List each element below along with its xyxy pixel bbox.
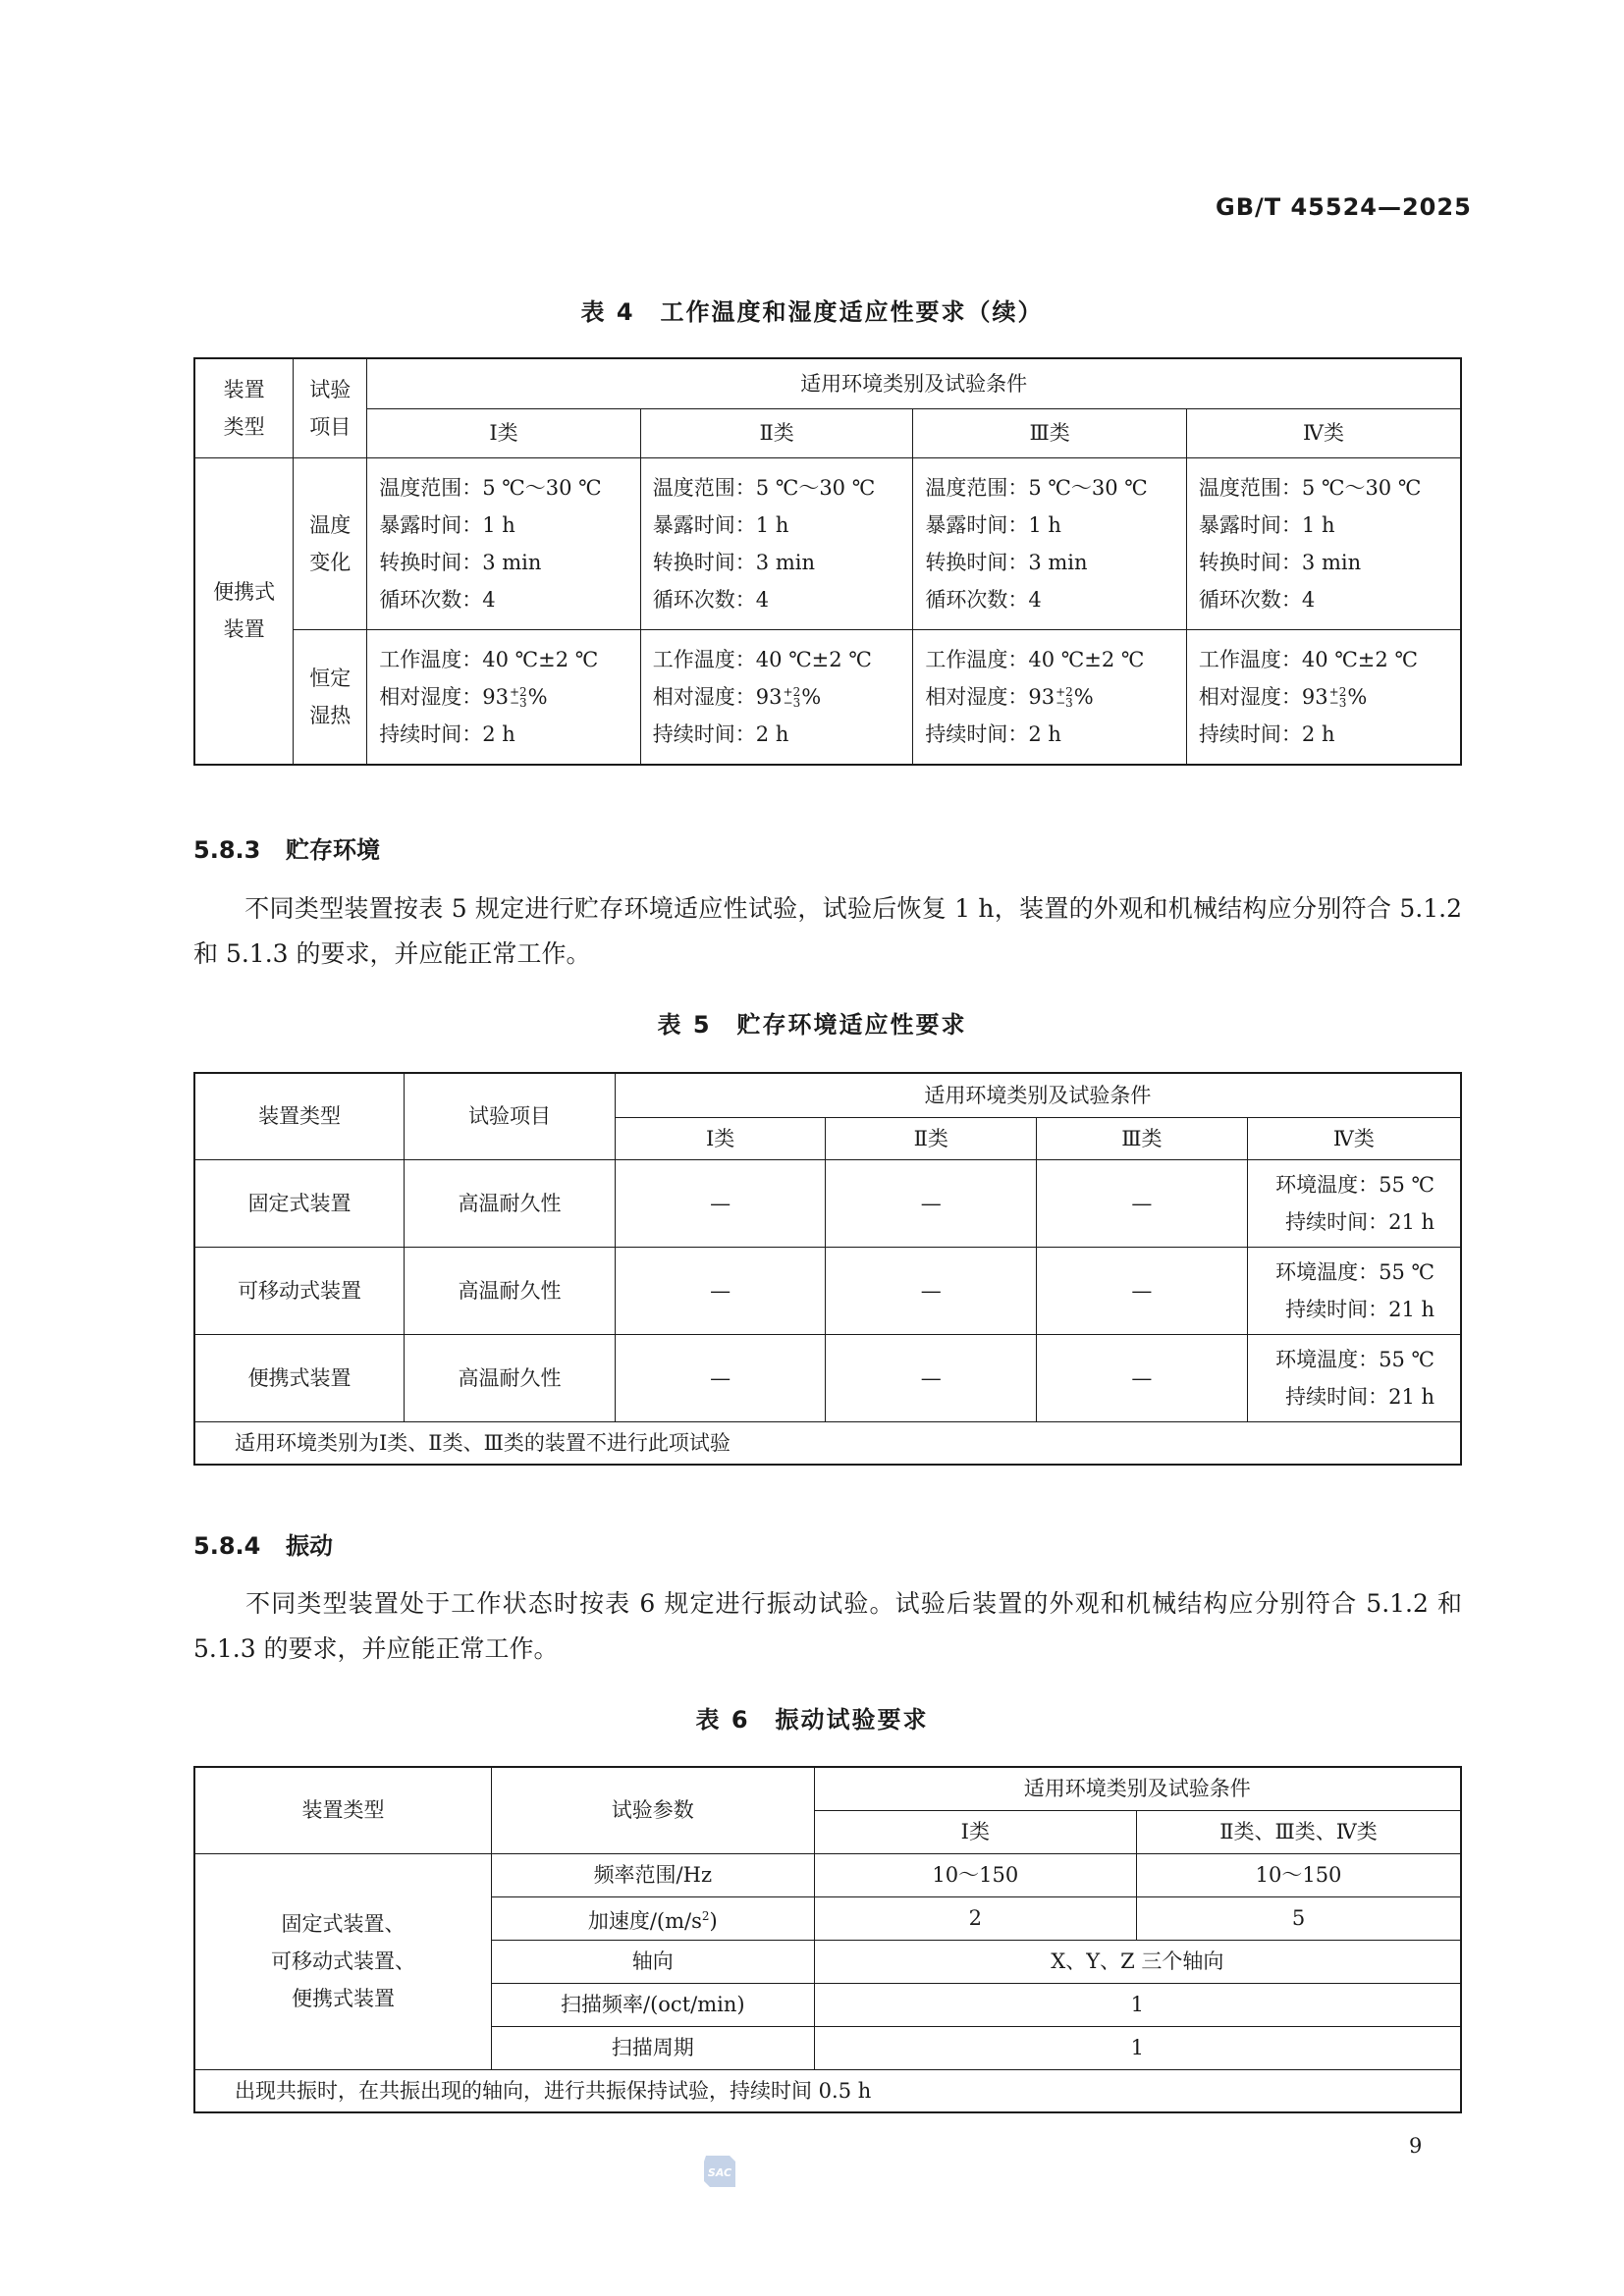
table5-header-class-1: Ⅰ类 [615, 1117, 826, 1159]
table6-param: 频率范围/Hz [492, 1853, 815, 1896]
table5-note: 适用环境类别为Ⅰ类、Ⅱ类、Ⅲ类的装置不进行此项试验 [194, 1421, 1461, 1465]
table6-merged-cell: X、Y、Z 三个轴向 [814, 1940, 1461, 1983]
table4-item-damp-heat: 恒定 湿热 [294, 629, 367, 765]
table6-param: 轴向 [492, 1940, 815, 1983]
table-row [194, 1853, 1461, 1896]
table5-item: 高温耐久性 [405, 1159, 616, 1247]
table5-cell: — [615, 1334, 826, 1421]
table5-header-test-item: 试验项目 [405, 1073, 616, 1159]
table6-cell: 2 [814, 1896, 1136, 1940]
table4-header-device-type: 装置 类型 [194, 358, 294, 457]
table6-cell: 10～150 [1137, 1853, 1461, 1896]
table6 [193, 1766, 1462, 2113]
table6-cell: 5 [1137, 1896, 1461, 1940]
table5-class-4-conditions: 环境温度：55 ℃ 持续时间：21 h [1247, 1247, 1461, 1334]
table6-header-test-param: 试验参数 [492, 1767, 815, 1853]
section-5-8-3-number: 5.8.3 [193, 836, 261, 864]
table5-item: 高温耐久性 [405, 1247, 616, 1334]
table4-header-class-4: Ⅳ类 [1186, 408, 1461, 457]
table6-caption: 表 6 振动试验要求 [695, 1706, 929, 1734]
table4-damp-heat-class-2: 工作温度：40 ℃±2 ℃ 相对湿度：93 +2 −3 % 持续时间：2 h [640, 629, 913, 765]
table5-cell: — [826, 1334, 1037, 1421]
table4-temp-change-class-2: 温度范围：5 ℃～30 ℃ 暴露时间：1 h 转换时间：3 min 循环次数：4 [640, 457, 913, 629]
table5-class-4-conditions: 环境温度：55 ℃ 持续时间：21 h [1247, 1334, 1461, 1421]
section-5-8-3-title: 贮存环境 [286, 836, 380, 864]
table5-class-4-conditions: 环境温度：55 ℃ 持续时间：21 h [1247, 1159, 1461, 1247]
table5-cell: — [615, 1247, 826, 1334]
section-5-8-4-number: 5.8.4 [193, 1532, 261, 1560]
table6-header-class-1: Ⅰ类 [814, 1810, 1136, 1853]
table4-item-temp-change: 温度 变化 [294, 457, 367, 629]
section-5-8-3-paragraph: 不同类型装置按表 5 规定进行贮存环境适应性试验，试验后恢复 1 h，装置的外观和机械结构应分别符合 5.1.2 和 5.1.3 的要求，并应能正常工作。 [193, 894, 1462, 968]
table5-device: 可移动式装置 [194, 1247, 405, 1334]
table5-cell: — [1037, 1159, 1248, 1247]
table6-header-device-type: 装置类型 [194, 1767, 492, 1853]
table6-param: 加速度$/(m/s^2)$ [492, 1896, 815, 1940]
table5-cell: — [826, 1159, 1037, 1247]
table4-temp-change-class-1: 温度范围：5 ℃～30 ℃ 暴露时间：1 h 转换时间：3 min 循环次数：4 [367, 457, 641, 629]
table5-item: 高温耐久性 [405, 1334, 616, 1421]
table6-cell: 10～150 [814, 1853, 1136, 1896]
table4-damp-heat-class-3: 工作温度：40 ℃±2 ℃ 相对湿度：93 +2 −3 % 持续时间：2 h [913, 629, 1187, 765]
table4-caption: 表 4 工作温度和湿度适应性要求（续） [580, 298, 1044, 326]
table5-cell: — [1037, 1247, 1248, 1334]
section-5-8-4-paragraph: 不同类型装置处于工作状态时按表 6 规定进行振动试验。试验后装置的外观和机械结构应分别符合 5.1.2 和 5.1.3 的要求，并应能正常工作。 [193, 1589, 1462, 1663]
table6-merged-cell: 1 [814, 1983, 1461, 2026]
section-5-8-4-title: 振动 [286, 1532, 333, 1560]
table4-header-conditions: 适用环境类别及试验条件 [367, 358, 1461, 408]
table4-damp-heat-class-1: 工作温度：40 ℃±2 ℃ 相对湿度：93 +2 −3 % 持续时间：2 h [367, 629, 641, 765]
table-row [194, 1247, 1461, 1334]
standard-number: GB/T 45524—2025 [1216, 193, 1472, 221]
table6-header-conditions: 适用环境类别及试验条件 [814, 1767, 1461, 1810]
table5-cell: — [615, 1159, 826, 1247]
table-row [194, 1159, 1461, 1247]
table5 [193, 1072, 1462, 1466]
sac-logo-icon [700, 2152, 739, 2191]
table5-header-class-3: Ⅲ类 [1037, 1117, 1248, 1159]
table5-cell: — [1037, 1334, 1248, 1421]
table5-header-class-4: Ⅳ类 [1247, 1117, 1461, 1159]
table5-device: 便携式装置 [194, 1334, 405, 1421]
table5-header-class-2: Ⅱ类 [826, 1117, 1037, 1159]
table6-param: 扫描周期 [492, 2026, 815, 2069]
table6-param: 扫描频率/(oct/min) [492, 1983, 815, 2026]
table4-header-class-1: Ⅰ类 [367, 408, 641, 457]
table4-header-class-2: Ⅱ类 [640, 408, 913, 457]
table4-temp-change-class-3: 温度范围：5 ℃～30 ℃ 暴露时间：1 h 转换时间：3 min 循环次数：4 [913, 457, 1187, 629]
sac-logo-text: SAC [707, 2166, 732, 2179]
table-row [194, 1334, 1461, 1421]
table4-device-cell: 便携式 装置 [194, 457, 294, 765]
table4 [193, 357, 1462, 766]
table4-header-test-item: 试验 项目 [294, 358, 367, 457]
section-5-8-3-heading [193, 830, 380, 865]
table5-header-conditions: 适用环境类别及试验条件 [615, 1073, 1461, 1117]
table6-header-class-234: Ⅱ类、Ⅲ类、Ⅳ类 [1137, 1810, 1461, 1853]
table5-header-device-type: 装置类型 [194, 1073, 405, 1159]
table6-device-cell: 固定式装置、 可移动式装置、 便携式装置 [194, 1853, 492, 2069]
table5-cell: — [826, 1247, 1037, 1334]
page-number: 9 [1409, 2134, 1423, 2158]
table5-device: 固定式装置 [194, 1159, 405, 1247]
table6-merged-cell: 1 [814, 2026, 1461, 2069]
table4-header-class-3: Ⅲ类 [913, 408, 1187, 457]
section-5-8-4-heading [193, 1526, 333, 1561]
table4-temp-change-class-4: 温度范围：5 ℃～30 ℃ 暴露时间：1 h 转换时间：3 min 循环次数：4 [1186, 457, 1461, 629]
table5-caption: 表 5 贮存环境适应性要求 [657, 1011, 967, 1039]
table6-note: 出现共振时，在共振出现的轴向，进行共振保持试验，持续时间 0.5 h [194, 2069, 1461, 2112]
table4-damp-heat-class-4: 工作温度：40 ℃±2 ℃ 相对湿度：93 +2 −3 % 持续时间：2 h [1186, 629, 1461, 765]
